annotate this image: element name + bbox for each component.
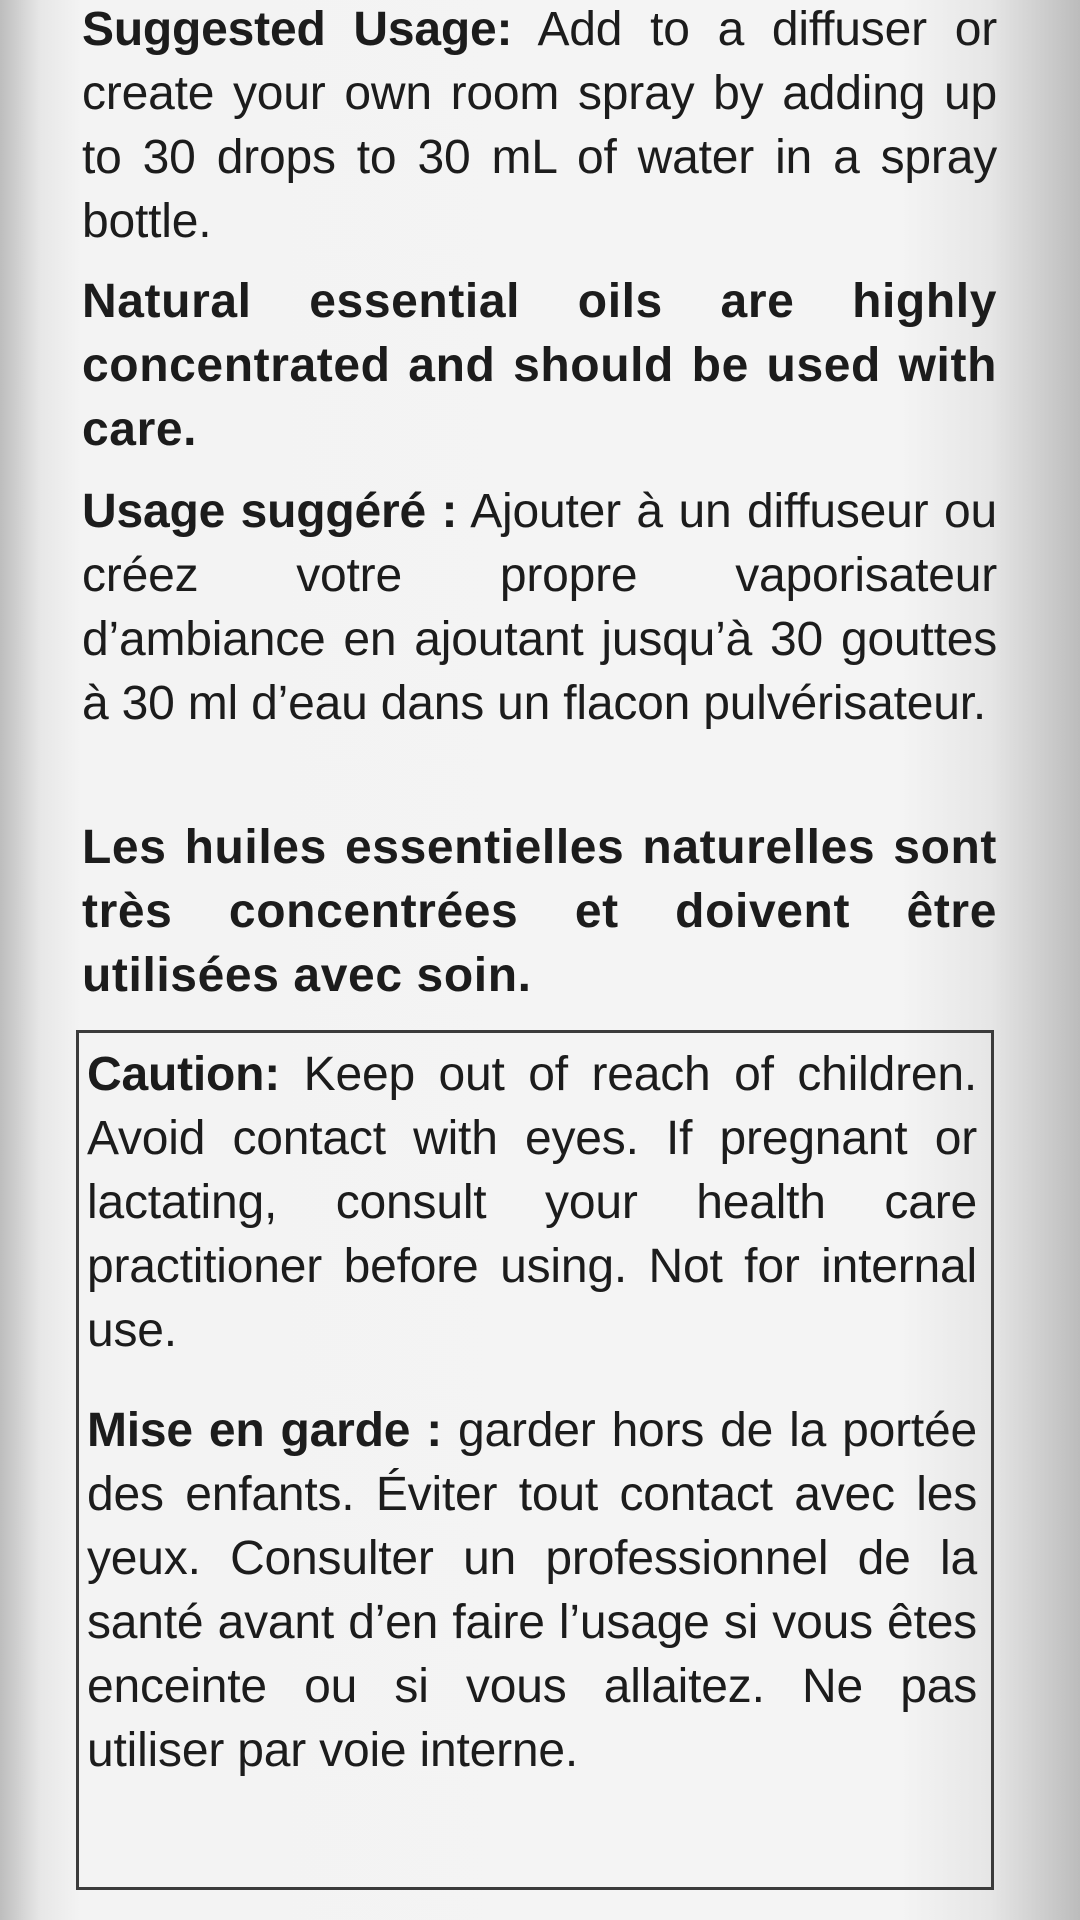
suggested-usage-en [82, 0, 997, 254]
caution-en [87, 1043, 977, 1363]
caution-text-en: Keep out of reach of children. Avoid contact with eyes. If pregnant or lactating, consult your health care practitioner before using. Not for internal use. [87, 1048, 978, 1357]
suggested-usage-text-en: Add to a diffuser or create your own room spray by adding up to 30 drops to 30 mL of water in a spray bottle. [82, 3, 997, 248]
essential-oils-note-en: Natural essential oils are highly concentrated and should be used with care. [82, 275, 997, 456]
caution-fr [87, 1399, 977, 1783]
suggested-usage-fr [82, 480, 997, 736]
caution-heading-en: Caution: [87, 1048, 281, 1101]
caution-heading-fr: Mise en garde : [87, 1404, 443, 1457]
suggested-usage-heading-en: Suggested Usage: [82, 3, 513, 56]
caution-text-fr: garder hors de la portée des enfants. Éviter tout contact avec les yeux. Consulter un professionnel de la santé avant d’en faire l’usage si vous êtes enceinte ou si vous allaitez. Ne pas utiliser par voie interne. [87, 1404, 977, 1777]
caution-box [76, 1030, 994, 1890]
essential-oils-note-fr: Les huiles essentielles naturelles sont très concentrées et doivent être utilisées avec soin. [82, 821, 997, 1002]
suggested-usage-heading-fr: Usage suggéré : [82, 485, 458, 538]
suggested-usage-text-fr: Ajouter à un diffuseur ou créez votre propre vaporisateur d’ambiance en ajoutant jusqu’à 30 gouttes à 30 ml d’eau dans un flacon pulvérisateur. [82, 485, 997, 730]
